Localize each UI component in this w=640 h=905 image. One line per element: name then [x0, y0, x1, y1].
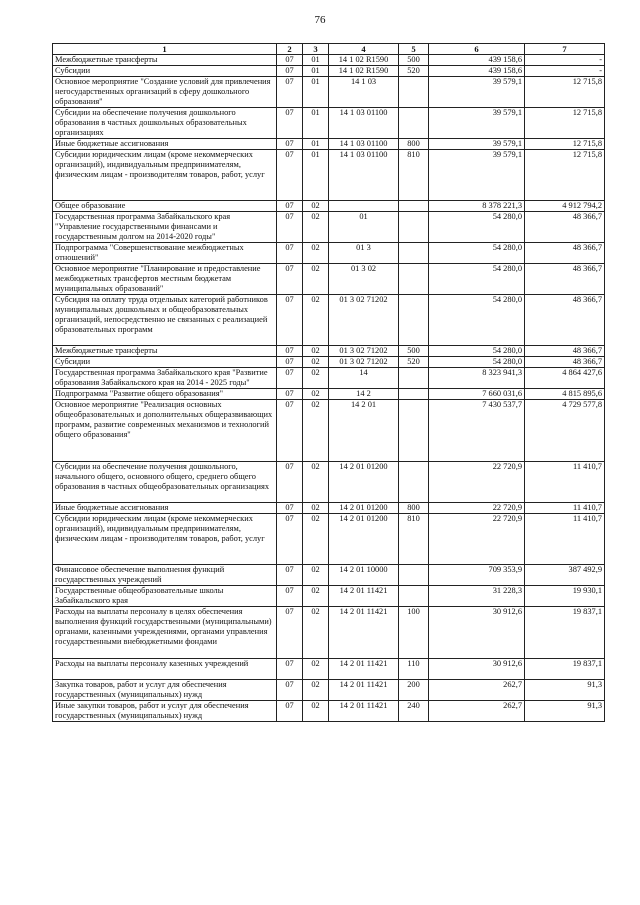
section-code: 07	[277, 201, 303, 212]
table-row	[53, 264, 605, 295]
amount-plan: 30 912,6	[429, 659, 525, 680]
row-name: Финансовое обеспечение выполнения функций государственных учреждений	[53, 565, 277, 586]
section-code: 07	[277, 400, 303, 462]
row-name: Субсидии	[53, 66, 277, 77]
section-code: 07	[277, 503, 303, 514]
table-row	[53, 462, 605, 503]
table-row	[53, 77, 605, 108]
target-article: 14 2 01 01200	[329, 514, 399, 565]
expense-type	[399, 295, 429, 346]
row-name: Иные бюджетные ассигнования	[53, 139, 277, 150]
row-name: Субсидии на обеспечение получения дошкольного, начального общего, основного общего, среднего общего образования в частных общеобразовательных организациях	[53, 462, 277, 503]
section-code: 07	[277, 680, 303, 701]
table-row	[53, 150, 605, 201]
target-article: 14	[329, 368, 399, 389]
amount-plan: 8 323 941,3	[429, 368, 525, 389]
target-article: 01	[329, 212, 399, 243]
target-article	[329, 201, 399, 212]
target-article: 01 3 02 71202	[329, 357, 399, 368]
target-article: 14 1 03 01100	[329, 108, 399, 139]
row-name: Основное мероприятие "Планирование и предоставление межбюджетных трансфертов местным бюджетам муниципальных образований"	[53, 264, 277, 295]
row-name: Межбюджетные трансферты	[53, 55, 277, 66]
subsection-code: 02	[303, 201, 329, 212]
amount-plan: 8 378 221,3	[429, 201, 525, 212]
section-code: 07	[277, 462, 303, 503]
amount-plan: 439 158,6	[429, 55, 525, 66]
target-article: 14 1 02 R1590	[329, 55, 399, 66]
section-code: 07	[277, 264, 303, 295]
section-code: 07	[277, 565, 303, 586]
subsection-code: 01	[303, 139, 329, 150]
amount-actual: 12 715,8	[525, 77, 605, 108]
amount-actual: 387 492,9	[525, 565, 605, 586]
expense-type	[399, 264, 429, 295]
row-name: Подпрограмма "Развитие общего образования"	[53, 389, 277, 400]
amount-actual: 11 410,7	[525, 462, 605, 503]
amount-plan: 39 579,1	[429, 139, 525, 150]
subsection-code: 02	[303, 357, 329, 368]
subsection-code: 01	[303, 108, 329, 139]
row-name: Государственная программа Забайкальского края "Развитие образования Забайкальского края на 2014 - 2025 годы"	[53, 368, 277, 389]
expense-type: 810	[399, 150, 429, 201]
expense-type	[399, 243, 429, 264]
expense-type	[399, 586, 429, 607]
subsection-code: 02	[303, 212, 329, 243]
expense-type	[399, 368, 429, 389]
amount-plan: 39 579,1	[429, 77, 525, 108]
row-name: Подпрограмма "Совершенствование межбюджетных отношений"	[53, 243, 277, 264]
section-code: 07	[277, 357, 303, 368]
section-code: 07	[277, 295, 303, 346]
subsection-code: 02	[303, 400, 329, 462]
target-article: 14 2	[329, 389, 399, 400]
expense-type: 200	[399, 680, 429, 701]
section-code: 07	[277, 243, 303, 264]
expense-type: 110	[399, 659, 429, 680]
subsection-code: 02	[303, 514, 329, 565]
expense-type: 800	[399, 503, 429, 514]
row-name: Субсидии юридическим лицам (кроме некоммерческих организаций), индивидуальным предпринимателям, физическим лицам - производителям товаров, работ, услуг	[53, 150, 277, 201]
amount-actual: 12 715,8	[525, 108, 605, 139]
section-code: 07	[277, 139, 303, 150]
table-row	[53, 55, 605, 66]
section-code: 07	[277, 389, 303, 400]
section-code: 07	[277, 607, 303, 659]
column-header: 4	[329, 44, 399, 55]
amount-actual: 48 366,7	[525, 243, 605, 264]
expense-type	[399, 462, 429, 503]
subsection-code: 01	[303, 55, 329, 66]
amount-actual: 48 366,7	[525, 264, 605, 295]
row-name: Субсидии на обеспечение получения дошкольного образования в частных дошкольных образовательных организациях	[53, 108, 277, 139]
row-name: Субсидия на оплату труда отдельных категорий работников муниципальных дошкольных и общеобразовательных организаций, непосредственно не связанных с реализацией образовательных программ	[53, 295, 277, 346]
subsection-code: 02	[303, 586, 329, 607]
table-row	[53, 586, 605, 607]
table-row	[53, 607, 605, 659]
section-code: 07	[277, 368, 303, 389]
subsection-code: 01	[303, 66, 329, 77]
subsection-code: 02	[303, 659, 329, 680]
amount-actual: -	[525, 55, 605, 66]
amount-plan: 39 579,1	[429, 150, 525, 201]
section-code: 07	[277, 55, 303, 66]
table-row	[53, 368, 605, 389]
header-row	[53, 44, 605, 55]
row-name: Общее образование	[53, 201, 277, 212]
target-article: 14 2 01 10000	[329, 565, 399, 586]
row-name: Основное мероприятие "Реализация основных общеобразовательных и дополнительных общеразвивающих программ, развитие современных механизмов и технологий общего образования"	[53, 400, 277, 462]
row-name: Межбюджетные трансферты	[53, 346, 277, 357]
column-header: 6	[429, 44, 525, 55]
amount-actual: 4 864 427,6	[525, 368, 605, 389]
section-code: 07	[277, 586, 303, 607]
amount-actual: 4 912 794,2	[525, 201, 605, 212]
section-code: 07	[277, 212, 303, 243]
amount-actual: 12 715,8	[525, 139, 605, 150]
row-name: Расходы на выплаты персоналу казенных учреждений	[53, 659, 277, 680]
row-name: Государственная программа Забайкальского края "Управление государственными финансами и государственным долгом на 2014-2020 годы"	[53, 212, 277, 243]
amount-plan: 262,7	[429, 701, 525, 722]
expense-type: 240	[399, 701, 429, 722]
target-article: 14 2 01 11421	[329, 701, 399, 722]
subsection-code: 02	[303, 389, 329, 400]
target-article: 14 1 02 R1590	[329, 66, 399, 77]
section-code: 07	[277, 701, 303, 722]
subsection-code: 02	[303, 680, 329, 701]
expense-type	[399, 108, 429, 139]
subsection-code: 01	[303, 77, 329, 108]
expense-type: 500	[399, 346, 429, 357]
amount-plan: 709 353,9	[429, 565, 525, 586]
table-row	[53, 66, 605, 77]
expense-type: 500	[399, 55, 429, 66]
target-article: 14 2 01 11421	[329, 586, 399, 607]
amount-plan: 54 280,0	[429, 212, 525, 243]
amount-actual: 48 366,7	[525, 295, 605, 346]
amount-actual: 48 366,7	[525, 346, 605, 357]
expense-type: 800	[399, 139, 429, 150]
amount-plan: 439 158,6	[429, 66, 525, 77]
table-body	[53, 55, 605, 722]
amount-actual: 48 366,7	[525, 357, 605, 368]
amount-plan: 22 720,9	[429, 462, 525, 503]
amount-actual: -	[525, 66, 605, 77]
section-code: 07	[277, 514, 303, 565]
amount-actual: 11 410,7	[525, 514, 605, 565]
subsection-code: 01	[303, 150, 329, 201]
amount-plan: 22 720,9	[429, 503, 525, 514]
table-row	[53, 212, 605, 243]
target-article: 01 3 02	[329, 264, 399, 295]
amount-actual: 12 715,8	[525, 150, 605, 201]
expense-type	[399, 565, 429, 586]
section-code: 07	[277, 659, 303, 680]
amount-plan: 30 912,6	[429, 607, 525, 659]
section-code: 07	[277, 77, 303, 108]
amount-plan: 7 430 537,7	[429, 400, 525, 462]
section-code: 07	[277, 108, 303, 139]
expense-type: 520	[399, 66, 429, 77]
expense-type	[399, 400, 429, 462]
table-row	[53, 701, 605, 722]
subsection-code: 02	[303, 368, 329, 389]
page-number: 76	[314, 14, 326, 26]
amount-actual: 19 930,1	[525, 586, 605, 607]
expense-type: 810	[399, 514, 429, 565]
row-name: Закупка товаров, работ и услуг для обеспечения государственных (муниципальных) нужд	[53, 680, 277, 701]
target-article: 01 3 02 71202	[329, 295, 399, 346]
column-header: 5	[399, 44, 429, 55]
target-article: 01 3 02 71202	[329, 346, 399, 357]
budget-table	[52, 43, 605, 722]
target-article: 14 2 01 11421	[329, 680, 399, 701]
row-name: Государственные общеобразовательные школы Забайкальского края	[53, 586, 277, 607]
table-row	[53, 346, 605, 357]
subsection-code: 02	[303, 565, 329, 586]
subsection-code: 02	[303, 295, 329, 346]
column-header: 7	[525, 44, 605, 55]
table-row	[53, 357, 605, 368]
section-code: 07	[277, 346, 303, 357]
expense-type	[399, 389, 429, 400]
target-article: 14 2 01 01200	[329, 503, 399, 514]
column-header: 3	[303, 44, 329, 55]
table-row	[53, 565, 605, 586]
target-article: 14 2 01 11421	[329, 659, 399, 680]
target-article: 14 1 03 01100	[329, 150, 399, 201]
amount-plan: 22 720,9	[429, 514, 525, 565]
amount-plan: 54 280,0	[429, 264, 525, 295]
amount-plan: 39 579,1	[429, 108, 525, 139]
expense-type: 100	[399, 607, 429, 659]
amount-plan: 54 280,0	[429, 346, 525, 357]
amount-actual: 19 837,1	[525, 607, 605, 659]
target-article: 01 3	[329, 243, 399, 264]
table-row	[53, 295, 605, 346]
table-row	[53, 108, 605, 139]
table-row	[53, 503, 605, 514]
amount-actual: 48 366,7	[525, 212, 605, 243]
target-article: 14 1 03	[329, 77, 399, 108]
amount-plan: 54 280,0	[429, 295, 525, 346]
target-article: 14 2 01	[329, 400, 399, 462]
subsection-code: 02	[303, 264, 329, 295]
target-article: 14 1 03 01100	[329, 139, 399, 150]
column-header: 2	[277, 44, 303, 55]
section-code: 07	[277, 150, 303, 201]
table-row	[53, 680, 605, 701]
subsection-code: 02	[303, 701, 329, 722]
expense-type: 520	[399, 357, 429, 368]
amount-plan: 54 280,0	[429, 357, 525, 368]
expense-type	[399, 212, 429, 243]
table-row	[53, 659, 605, 680]
amount-actual: 19 837,1	[525, 659, 605, 680]
amount-actual: 91,3	[525, 680, 605, 701]
amount-plan: 54 280,0	[429, 243, 525, 264]
amount-actual: 91,3	[525, 701, 605, 722]
expense-type	[399, 201, 429, 212]
target-article: 14 2 01 11421	[329, 607, 399, 659]
row-name: Основное мероприятие "Создание условий для привлечения негосударственных организаций в сферу дошкольного образования"	[53, 77, 277, 108]
expense-type	[399, 77, 429, 108]
amount-actual: 4 815 895,6	[525, 389, 605, 400]
subsection-code: 02	[303, 607, 329, 659]
table-row	[53, 389, 605, 400]
amount-plan: 262,7	[429, 680, 525, 701]
row-name: Иные закупки товаров, работ и услуг для обеспечения государственных (муниципальных) нужд	[53, 701, 277, 722]
amount-actual: 4 729 577,8	[525, 400, 605, 462]
table-row	[53, 400, 605, 462]
target-article: 14 2 01 01200	[329, 462, 399, 503]
section-code: 07	[277, 66, 303, 77]
amount-plan: 31 228,3	[429, 586, 525, 607]
subsection-code: 02	[303, 346, 329, 357]
table-row	[53, 243, 605, 264]
amount-actual: 11 410,7	[525, 503, 605, 514]
table-row	[53, 139, 605, 150]
amount-plan: 7 660 031,6	[429, 389, 525, 400]
table-row	[53, 514, 605, 565]
row-name: Иные бюджетные ассигнования	[53, 503, 277, 514]
subsection-code: 02	[303, 462, 329, 503]
row-name: Субсидии	[53, 357, 277, 368]
table-row	[53, 201, 605, 212]
subsection-code: 02	[303, 243, 329, 264]
row-name: Субсидии юридическим лицам (кроме некоммерческих организаций), индивидуальным предпринимателям, физическим лицам - производителям товаров, работ, услуг	[53, 514, 277, 565]
column-header: 1	[53, 44, 277, 55]
row-name: Расходы на выплаты персоналу в целях обеспечения выполнения функций государственными (муниципальными) органами, казенными учреждениями, органами управления государственными внебюджетными фондами	[53, 607, 277, 659]
subsection-code: 02	[303, 503, 329, 514]
